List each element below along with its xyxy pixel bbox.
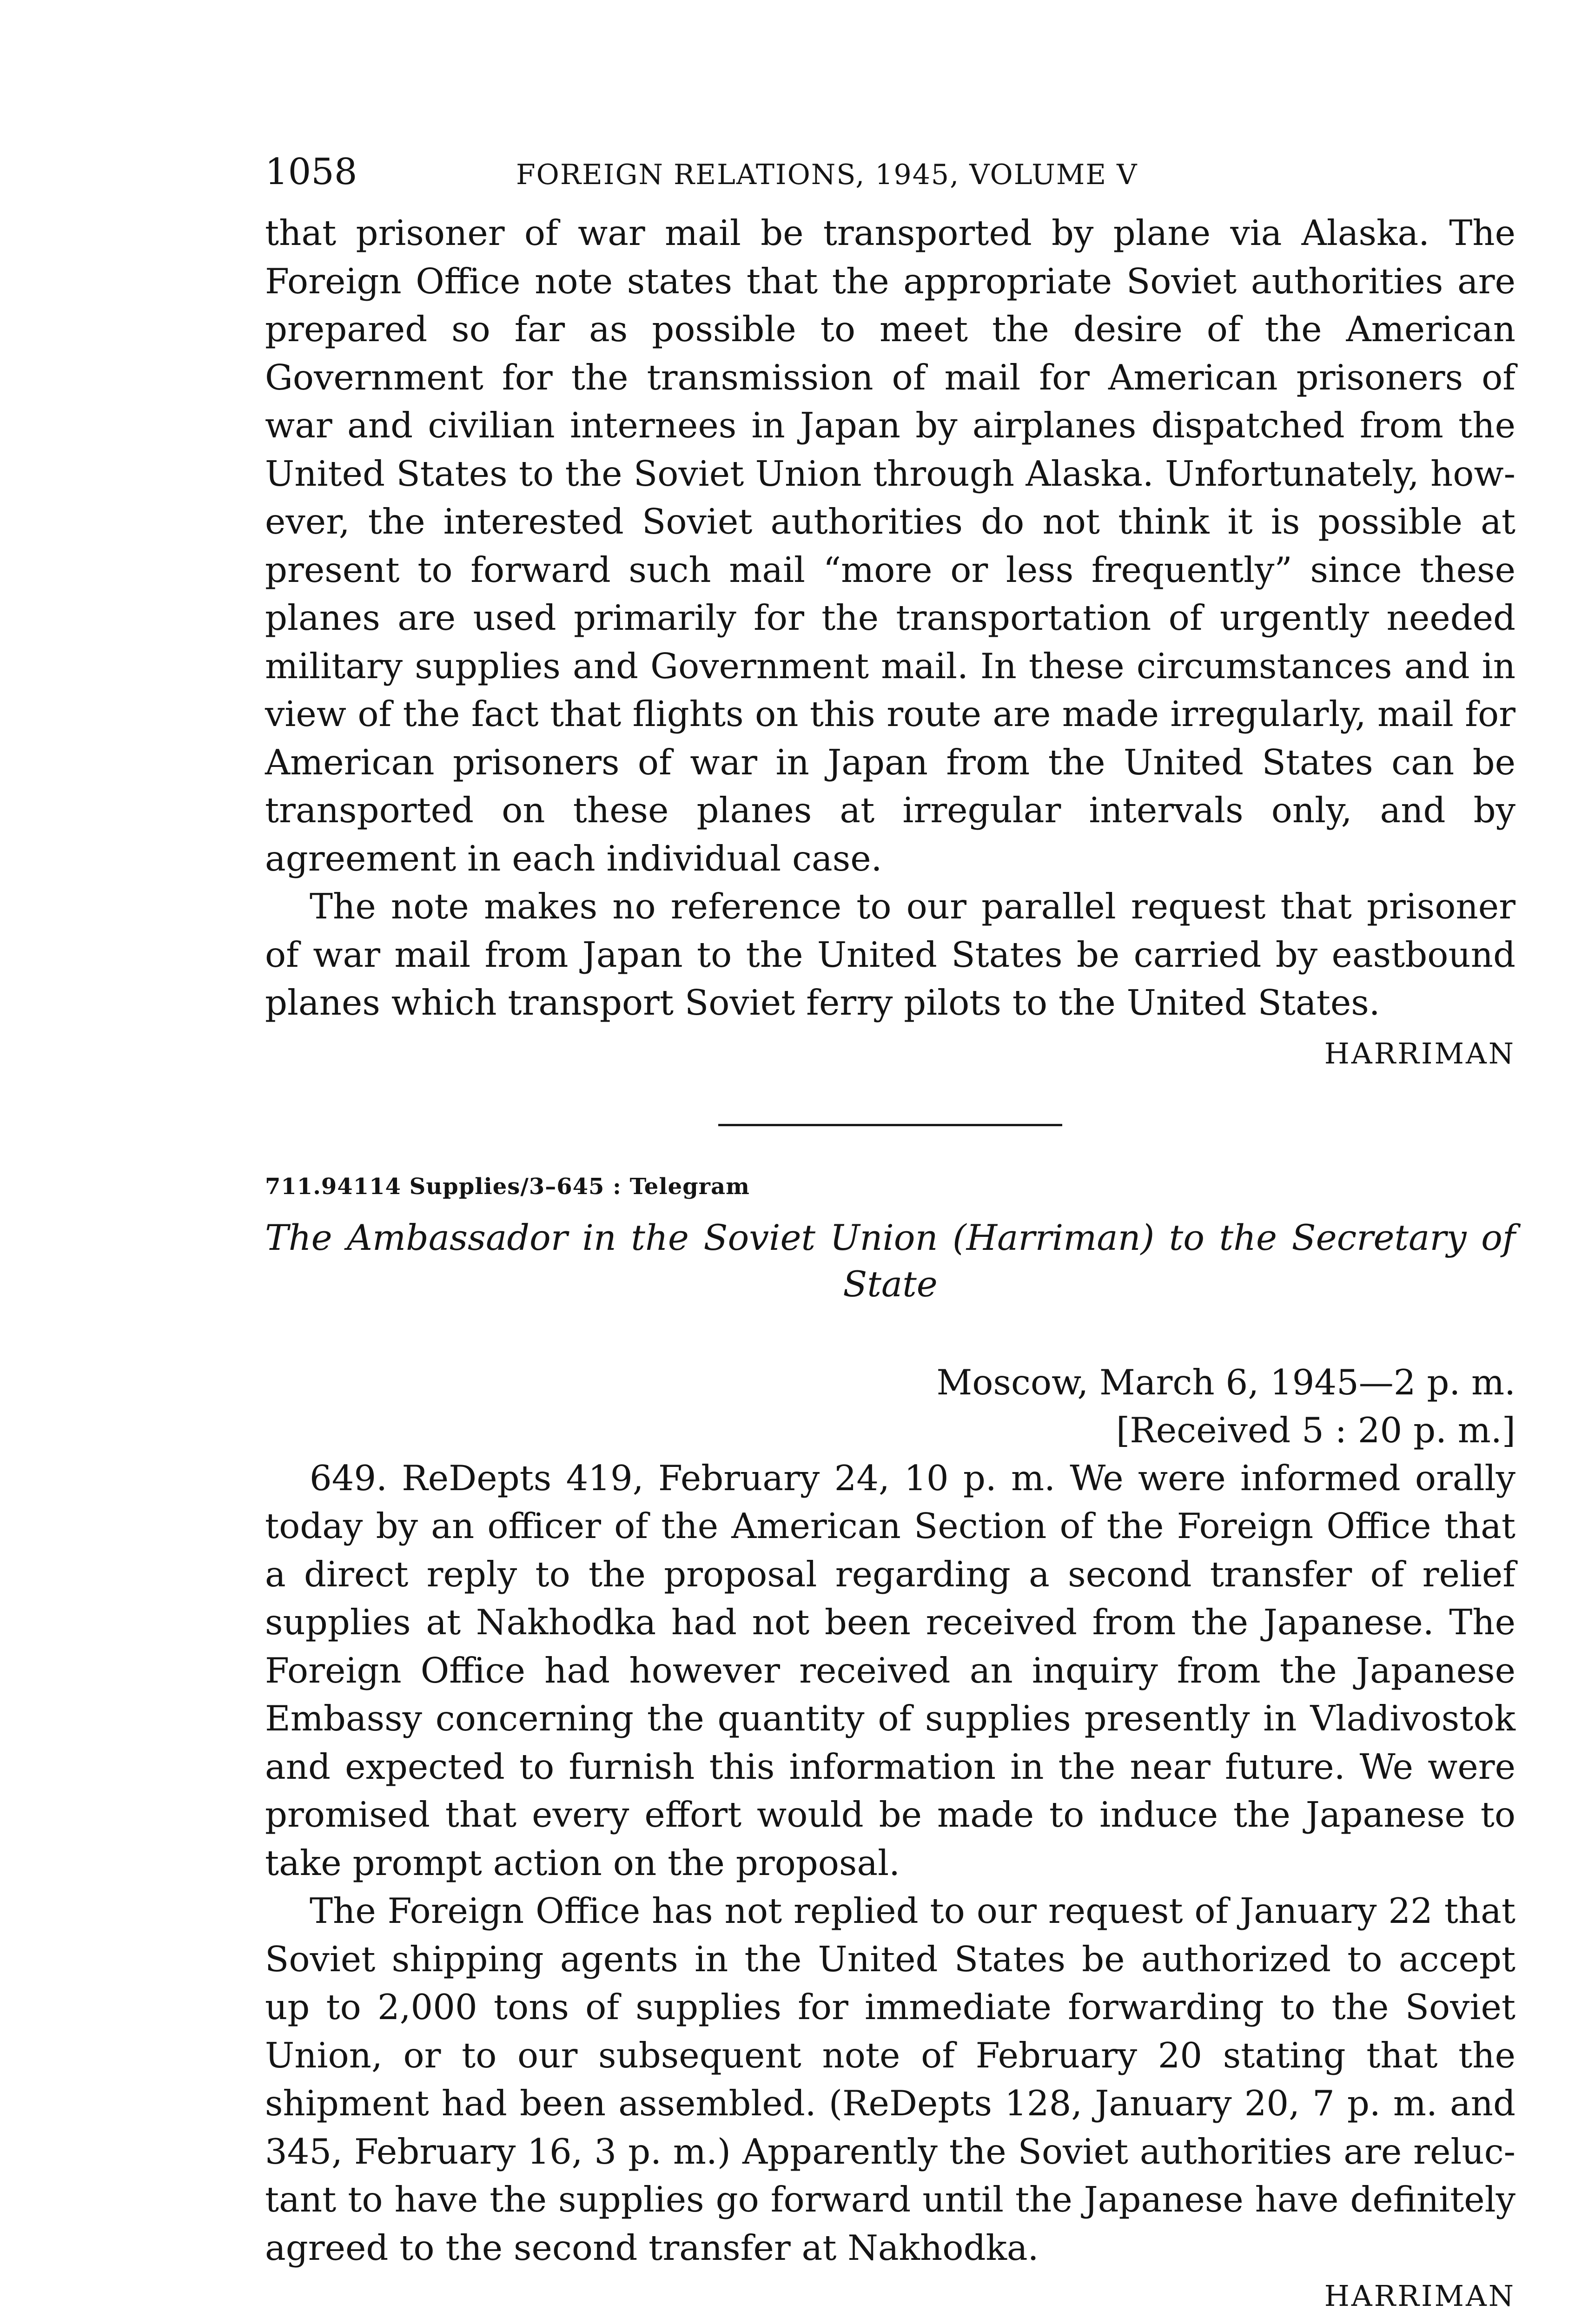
document-title: The Ambassador in the Soviet Union (Harriman) to the Secretary of State (265, 1216, 1515, 1305)
document-page (265, 149, 1515, 2320)
doc2-paragraph-1: 649. ReDepts 419, February 24, 10 p. m. We were informed orally today by an officer of the American Section of the Foreign Office that a direct reply to the proposal regarding a second transfer of relief supplies at Nakhodka had not been received from the Japanese. The Foreign Office had however received an inquiry from the Japanese Embassy concerning the quantity of supplies presently in Vladivostok and expected to furnish this information in the near future. We were promised that every effort would be made to induce the Japanese to take prompt action on the proposal. (265, 1457, 1515, 1883)
doc2-paragraph-2: The Foreign Office has not replied to our request of January 22 that Soviet shipping agents in the United States be authorized to accept up to 2,000 tons of supplies for immediate forwarding to the Soviet Union, or to our subsequent note of February 20 stating that the shipment had been assembled. (ReDepts 128, January 20, 7 p. m. and 345, February 16, 3 p. m.) Apparently the Soviet authorities are reluctant to have the supplies go forward until the Japanese have definitely agreed to the second transfer at Nakhodka. (265, 1890, 1515, 2268)
doc1-signature: HARRIMAN (1324, 1036, 1515, 1070)
doc1-paragraph-1: that prisoner of war mail be transported by plane via Alaska. The Foreign Office note states that the appropriate Soviet authorities are prepared so far as possible to meet the desire of the American Government for the transmission of mail for American prisoners of war and civilian internees in Japan by airplanes dispatched from the United States to the Soviet Union through Alaska. Unfortunately, however, the interested Soviet authorities do not think it is possible at present to forward such mail “more or less frequently” since these planes are used primarily for the transportation of urgently needed military supplies and Government mail. In these circumstances and in view of the fact that flights on this route are made irregularly, mail for American prisoners of war in Japan from the United States can be transported on these planes at irregular intervals only, and by agreement in each individual case. (265, 212, 1515, 879)
running-title: FOREIGN RELATIONS, 1945, VOLUME V (516, 158, 1138, 191)
doc2-signature: HARRIMAN (1324, 2279, 1515, 2313)
page-number: 1058 (265, 151, 357, 193)
doc1-paragraph-2: The note makes no reference to our parallel request that prisoner of war mail from Japan to the United States be carried by eastbound planes which transport Soviet ferry pilots to the United States. (265, 886, 1515, 1023)
running-head (265, 149, 1515, 200)
file-reference: 711.94114 Supplies/3–645 : Telegram (265, 1173, 750, 1200)
dateline: Moscow, March 6, 1945—2 p. m. (936, 1361, 1515, 1403)
section-divider (718, 1124, 1062, 1126)
received-line: [Received 5 : 20 p. m.] (1116, 1409, 1515, 1451)
